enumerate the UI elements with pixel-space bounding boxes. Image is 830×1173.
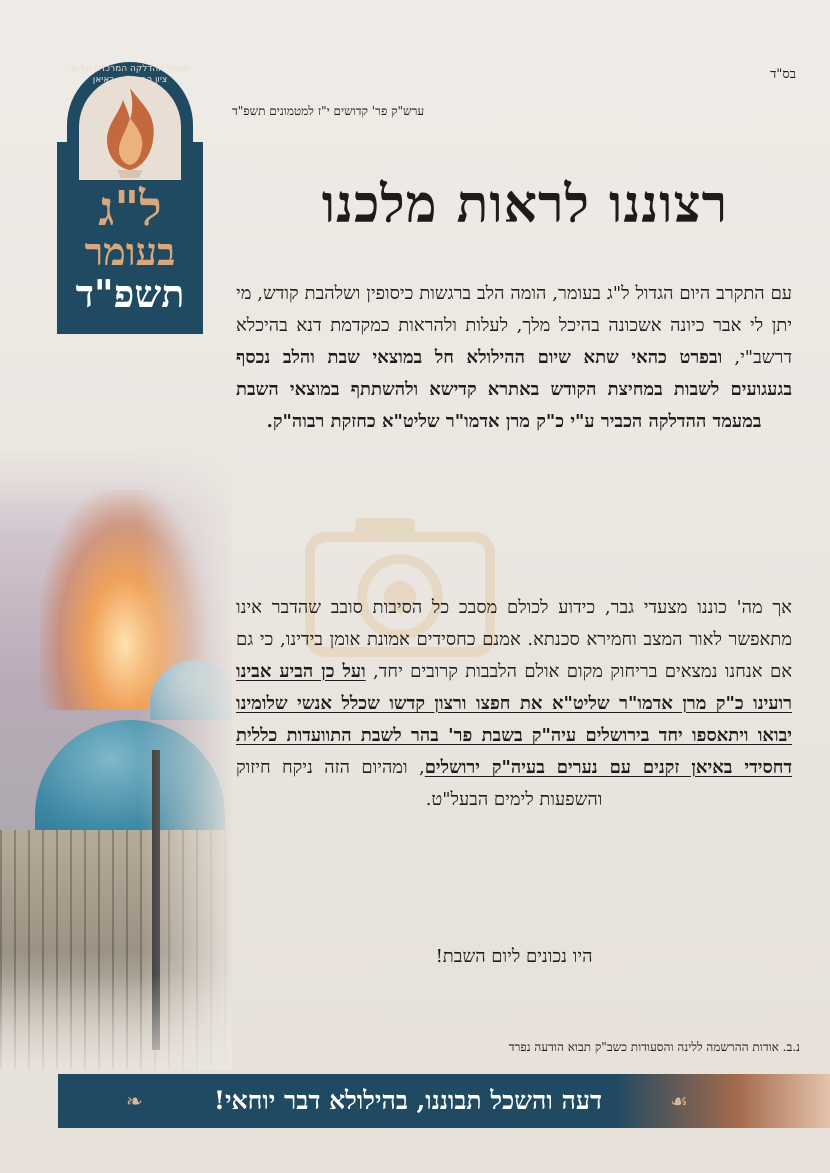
footnote: נ.ב. אודות ההרשמה ללינה והסעודות כשב"ק תבוא הודעה נפרד [508,1040,800,1054]
closing-line: היו נכונים ליום השבת! [435,946,593,967]
paragraph-1-text: עם התקרב היום הגדול ל"ג בעומר, הומה הלב ברגשות כיסופין ושלהבת קודש, מי יתן לי אבר כיונה אשכונה בהיכל מלך, לעלות ולהראות כמקדמת דנא בהיכלא דרשב"י, [236,283,792,368]
logo-line-3: תשפ"ד [75,271,185,316]
background-photo [0,430,232,1070]
flame-icon [87,84,173,180]
ornament-icon: ☙ [670,1089,688,1113]
date-line: ערש"ק פר' קדושים י"ז למטמונים תשפ"ד [232,104,425,118]
logo-line-1: ל"ג [98,181,162,237]
event-logo [57,62,203,334]
paragraph-2-tail: , ומהיום הזה ניקח חיזוק והשפעות לימים הבעל"ט. [236,757,603,810]
logo-line-2: בעומר [84,229,176,274]
page-title: רצוננו לראות מלכנו [321,174,729,235]
ornament-icon: ❧ [126,1089,143,1113]
footer-banner [58,1074,830,1128]
paragraph-2 [236,592,792,816]
paragraph-1 [236,278,792,438]
paragraph-1-bold: ובפרט כהאי שתא שיום ההילולא חל במוצאי שבת והלב נכסף בגעגועים לשבות במחיצת הקודש באתרא קדישא ולהשתתף במוצאי השבת במעמד ההדלקה הכביר ע"י כ"ק מרן אדמו"ר שליט"א כחזקת רבוה"ק. [236,347,792,432]
paragraph-2-text: אך מה' כוננו מצעדי גבר, כידוע לכולם מסבכ כל הסיבות סובב שהדבר אינו מתאפשר לאור המצב וחמירא סכנתא. אמנם כחסידים אמונת אומן בידינו, כי גם אם אנחנו נמצאים בריחוק מקום אולם הלבבות קרובים יחד, [236,597,792,682]
paragraph-2-underlined: ועל כן הביע אבינו רועינו כ"ק מרן אדמו"ר שליט"א את חפצו ורצון קדשו שכלל אנשי שלומינו יבואו ויתאספו יחד בירושלים עיה"ק בשבת פר' בהר לשבת התוועדות כללית דחסידי באיאן זקנים עם נערים בעיה"ק ירושלים [236,661,793,778]
logo-arc-text: מעמד ההדלקה המרכזית על גג ציון הרשב"י - באיאן [70,64,190,85]
bsd-mark: בס"ד [770,67,796,82]
footer-text: דעה והשכל תבוננו, בהילולא דבר יוחאי! [213,1086,602,1115]
